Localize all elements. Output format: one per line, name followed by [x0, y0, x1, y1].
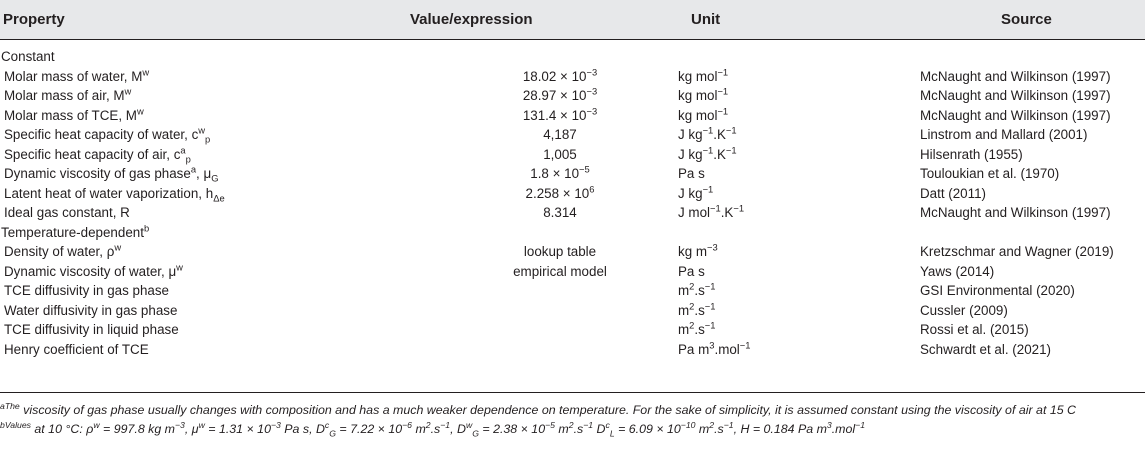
value-cell: 8.314: [543, 205, 577, 220]
header-value: Value/expression: [410, 11, 533, 28]
source-cell: McNaught and Wilkinson (1997): [920, 107, 1111, 123]
source-cell: Hilsenrath (1955): [920, 146, 1023, 162]
table-row: [0, 106, 1145, 126]
property-cell: Temperature-dependent$^b$: [1, 223, 150, 240]
source-cell: Datt (2011): [920, 185, 986, 201]
unit-cell: $m^2.s^{-1}$: [678, 301, 716, 318]
header-source: Source: [1001, 11, 1052, 28]
table-row: [0, 242, 1145, 262]
table-row: [0, 86, 1145, 106]
table-row: [0, 184, 1145, 204]
property-cell: Henry coefficient of TCE: [4, 341, 149, 357]
property-cell: TCE diffusivity in gas phase: [4, 283, 169, 298]
table-row: [0, 47, 1145, 67]
table-row: [0, 203, 1145, 223]
table-header: [0, 0, 1145, 40]
header-property: Property: [3, 11, 65, 28]
table-row: [0, 67, 1145, 87]
source-cell: McNaught and Wilkinson (1997): [920, 88, 1111, 103]
table-body: [0, 47, 1145, 359]
source-cell: McNaught and Wilkinson (1997): [920, 68, 1111, 84]
value-cell: $18.02 \times 10^{-3}$: [522, 67, 598, 84]
table-row: [0, 340, 1145, 360]
unit-cell: kg mol$^{-1}$: [678, 106, 729, 123]
property-cell: TCE diffusivity in liquid phase: [4, 322, 179, 337]
value-cell: $28.97 \times 10^{-3}$: [522, 86, 598, 103]
table-row: [0, 164, 1145, 184]
unit-cell: J $kg^{-1}$: [678, 184, 714, 201]
property-cell: Density of water, $\rho^w$: [4, 242, 122, 259]
property-cell: Specific heat capacity of air, $c^a_p$: [4, 145, 191, 165]
property-cell: Specific heat capacity of water, $c^w_p$: [4, 125, 211, 145]
source-cell: Touloukian et al. (1970): [920, 166, 1060, 181]
unit-cell: $m^2.s^{-1}$: [678, 281, 716, 298]
source-cell: McNaught and Wilkinson (1997): [920, 205, 1111, 220]
property-cell: Dynamic viscosity of water, $\mu^w$: [4, 262, 183, 279]
source-cell: Schwardt et al. (2021): [920, 341, 1051, 357]
footnote-b: $^{bValues}$ at 10 °C: $\rho^w = 997.8$ kg $m^{-3}$, $\mu^w = 1.31 \times 10^{-3}$ Pa s, $D^c_G = 7.22 \times 10^{-6}$ $m^2.s^{-1}$, $D^w_G = 2.38 \times 10^{-5}$ $m^2.s^{-1}$ $D^c_L = 6.09 \times 10^{-10}$ $m^2.s^{-1}$, H = 0.184 Pa $m^3.mol^{-1}$: [0, 419, 866, 439]
table-bottom-rule: [0, 392, 1145, 393]
property-cell: Molar mass of water, $M^w$: [4, 67, 150, 84]
source-cell: Rossi et al. (2015): [920, 322, 1029, 337]
unit-cell: kg mol$^{-1}$: [678, 67, 729, 84]
value-cell: lookup table: [523, 244, 597, 259]
unit-cell: kg $m^{-3}$: [678, 242, 718, 259]
unit-cell: Pa s: [678, 166, 705, 181]
source-cell: Yaws (2014): [920, 263, 995, 279]
property-cell: Latent heat of water vaporization, $h_{\Delta e}$: [4, 185, 225, 204]
table-row: [0, 281, 1145, 301]
table-row: [0, 223, 1145, 243]
table-row: [0, 262, 1145, 282]
table-row: [0, 145, 1145, 165]
property-cell: Ideal gas constant, R: [4, 205, 130, 220]
unit-cell: J $mol^{-1}.K^{-1}$: [678, 203, 745, 220]
unit-cell: J $kg^{-1}.K^{-1}$: [678, 125, 737, 142]
header-unit: Unit: [691, 11, 721, 28]
source-cell: GSI Environmental (2020): [920, 283, 1075, 298]
source-cell: Cussler (2009): [920, 302, 1008, 318]
table-row: [0, 301, 1145, 321]
unit-cell: J $kg^{-1}.K^{-1}$: [678, 145, 737, 162]
table-footnotes: [0, 402, 1145, 440]
value-cell: $1.8 \times 10^{-5}$: [530, 164, 590, 181]
value-cell: $131.4 \times 10^{-3}$: [522, 106, 598, 123]
footnote-a: $^{aThe}$ viscosity of gas phase usually changes with composition and has a much weaker dependence on temperature. For the sake of simplicity, it is assumed constant using the viscosity of air at 15 C: [0, 400, 1076, 417]
value-cell: 4,187: [543, 127, 577, 142]
unit-cell: Pa $m^3.mol^{-1}$: [678, 340, 751, 357]
unit-cell: kg mol$^{-1}$: [678, 86, 729, 103]
table-row: [0, 125, 1145, 145]
source-cell: Kretzschmar and Wagner (2019): [920, 244, 1114, 259]
property-cell: Dynamic viscosity of gas phase$^a$, $\mu_G$: [4, 164, 219, 184]
value-cell: empirical model: [513, 263, 607, 279]
value-cell: $2.258 \times 10^6$: [525, 184, 595, 201]
table-row: [0, 320, 1145, 340]
property-cell: Constant: [1, 49, 55, 64]
unit-cell: Pa s: [678, 263, 705, 279]
property-cell: Water diffusivity in gas phase: [4, 302, 178, 318]
property-cell: Molar mass of TCE, $M^w$: [4, 106, 144, 123]
property-cell: Molar mass of air, $M^w$: [4, 86, 132, 103]
source-cell: Linstrom and Mallard (2001): [920, 127, 1088, 142]
unit-cell: $m^2.s^{-1}$: [678, 320, 716, 337]
value-cell: 1,005: [543, 146, 577, 162]
